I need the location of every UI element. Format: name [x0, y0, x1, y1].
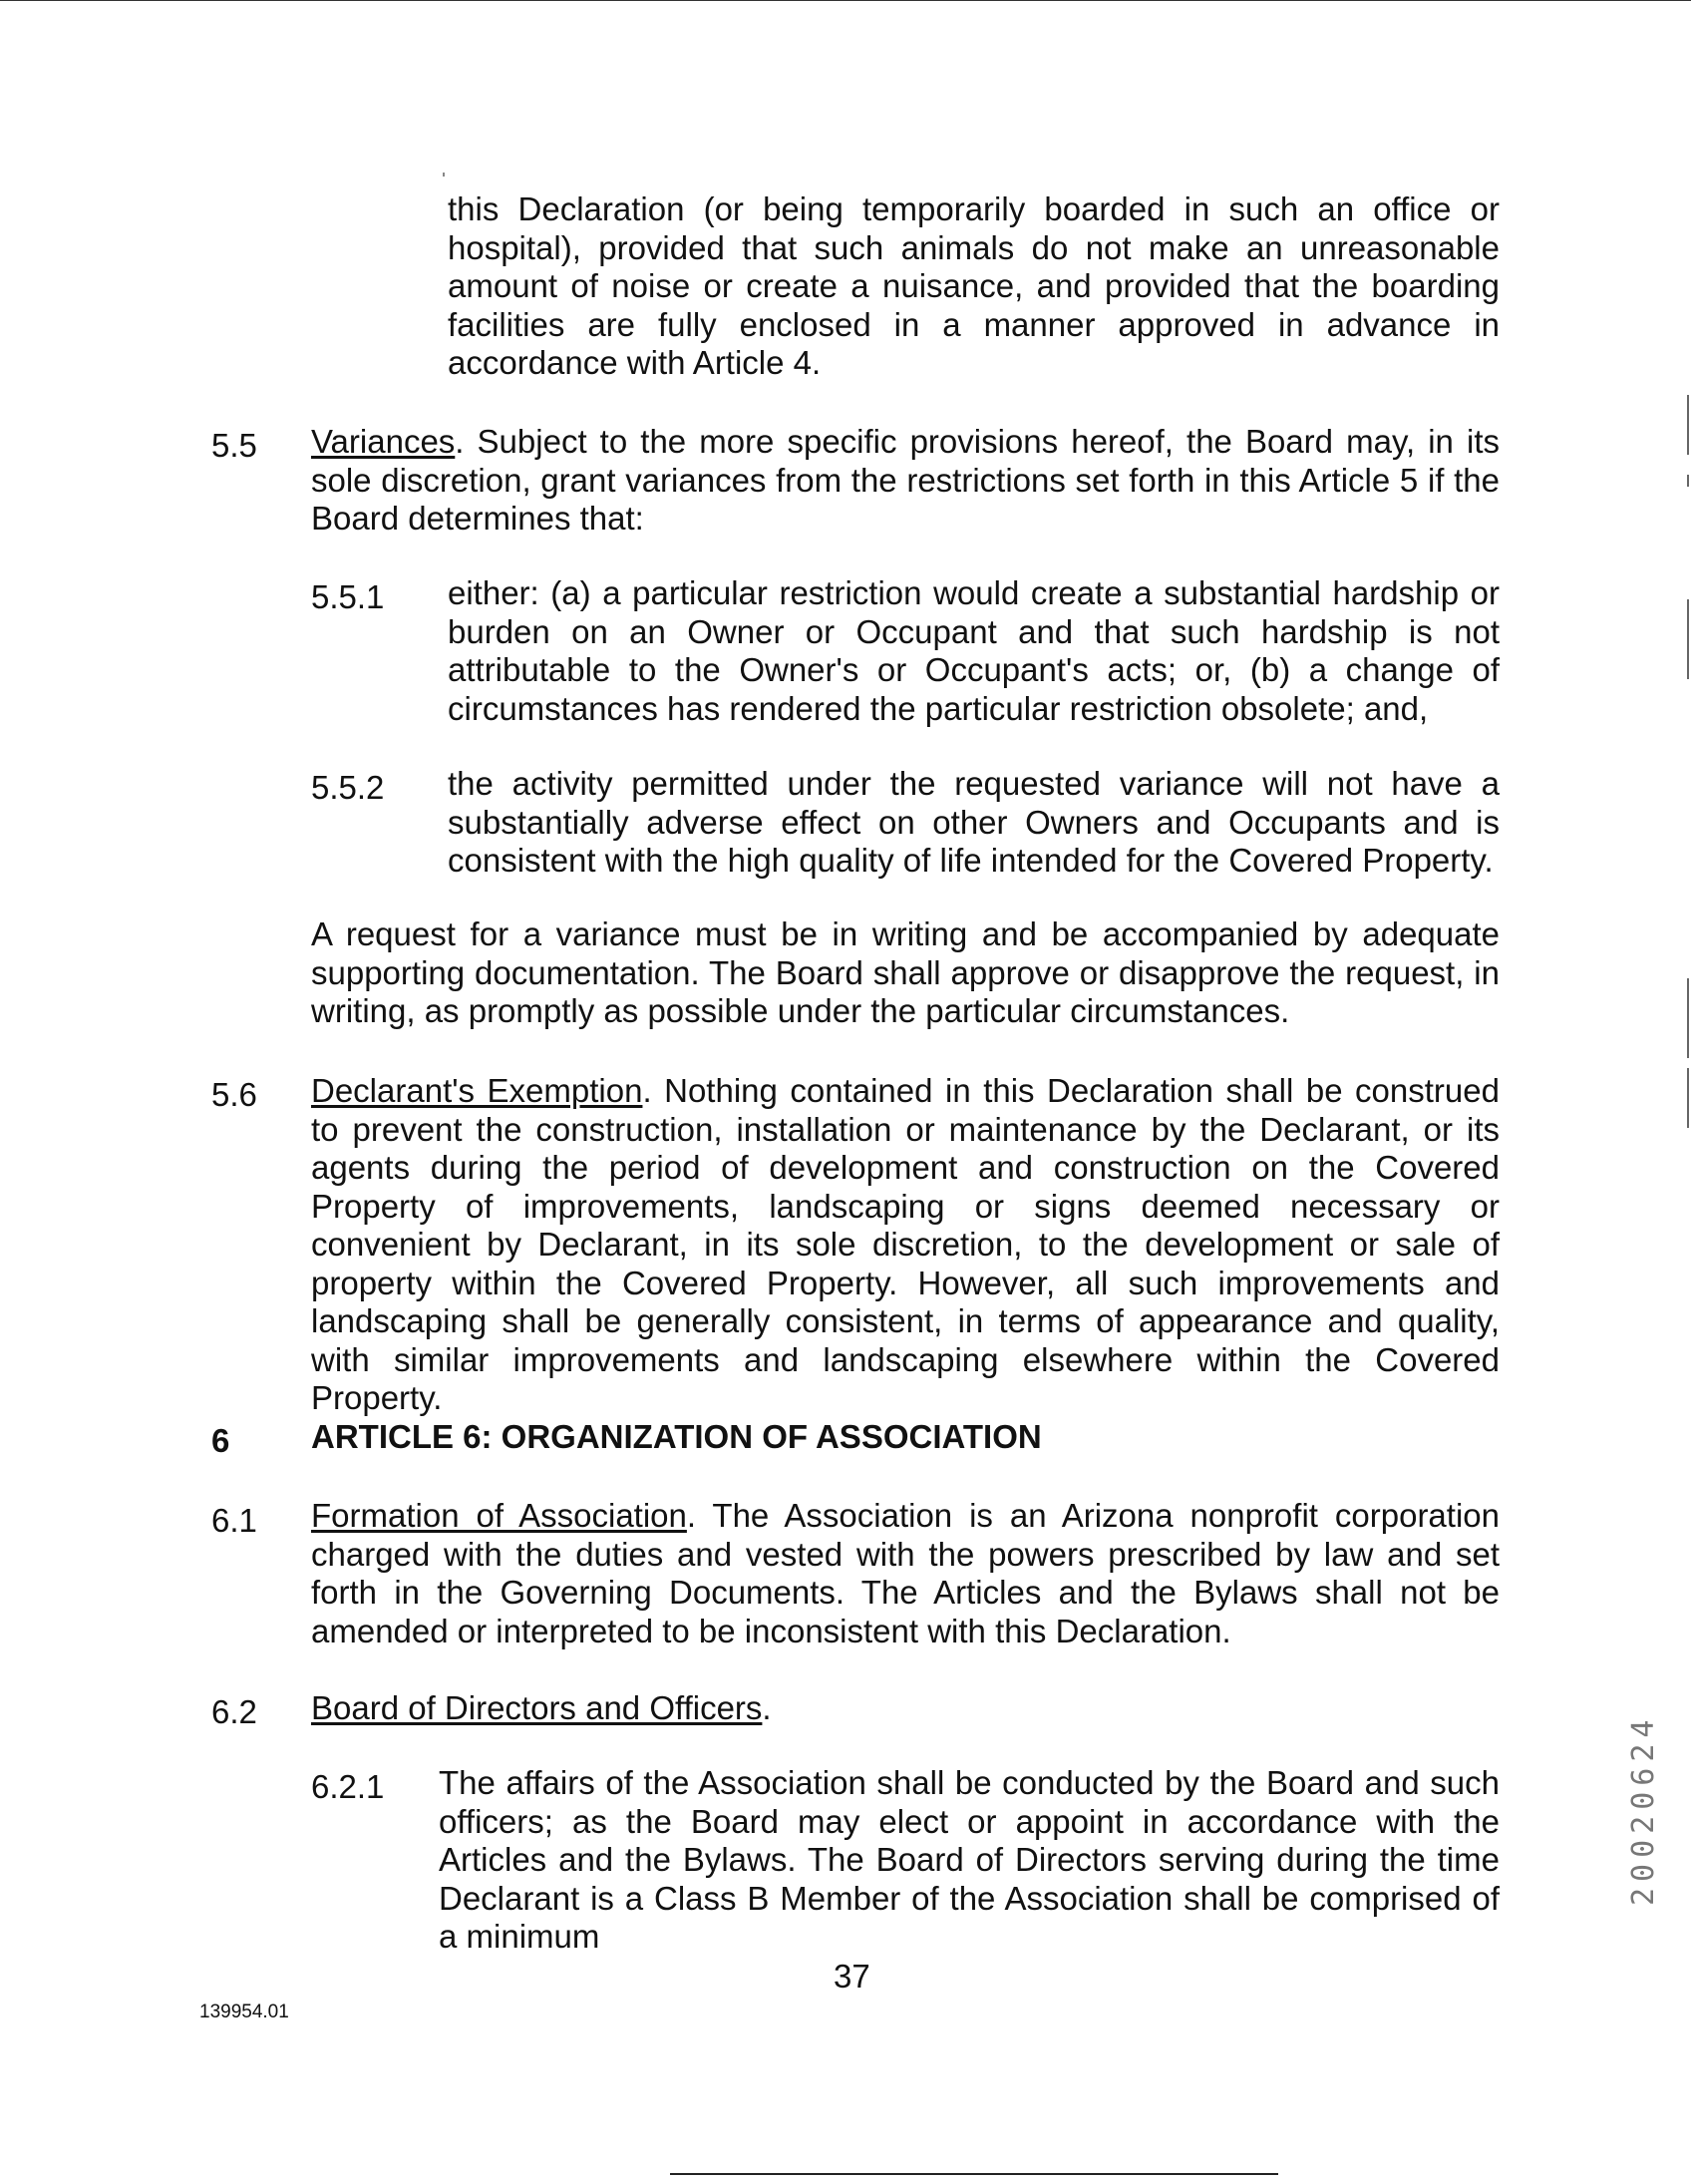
recording-number-stamp	[1625, 1567, 1665, 1906]
section-title: Formation of Association	[311, 1497, 687, 1534]
subsection-number: 5.5.2	[311, 769, 385, 806]
section-text: .	[762, 1689, 772, 1726]
subsection-number: 6.2.1	[311, 1768, 385, 1805]
intro-paragraph: this Declaration (or being temporarily boarded in such an office or hospital), provided that such animals do not make an unreasonable amount of noise or create a nuisance, and provided that the boarding facilities are fully enclosed in a manner approved in advance in accordance with Article 4.	[448, 190, 1500, 381]
subsection-5-5-2: the activity permitted under the requested variance will not have a substantially adverse effect on other Owners and Occupants and is consistent with the high quality of life intended for the Covered Property.	[448, 765, 1500, 879]
section-title: Variances	[311, 423, 456, 460]
section-number: 5.6	[211, 1076, 257, 1113]
scan-edge-mark	[1687, 978, 1689, 1058]
subsection-5-5-1: either: (a) a particular restriction would create a substantial hardship or burden on an Owner or Occupant and that such hardship is not attributable to the Owner's or Occupant's acts; or, (b) a change of circumstances has rendered the particular restriction obsolete; and,	[448, 574, 1500, 727]
section-text: . Subject to the more specific provisions hereof, the Board may, in its sole discretion, grant variances from the restrictions set forth in this Article 5 if the Board determines that:	[311, 423, 1500, 537]
article-heading: ARTICLE 6: ORGANIZATION OF ASSOCIATION	[311, 1418, 1042, 1455]
subsection-6-2-1: The affairs of the Association shall be conducted by the Board and such officers; as the Board may elect or appoint in accordance with the Articles and the Bylaws. The Board of Directors serving during the time Declarant is a Class B Member of the Association shall be comprised of a minimum	[439, 1764, 1500, 1955]
section-text: . Nothing contained in this Declaration shall be construed to prevent the construction, installation or maintenance by the Declarant, or its agents during the period of development and construction on the Covered Property of improvements, landscaping or signs deemed necessary or convenient by Declarant, in its sole discretion, to the development or sale of property within the Covered Property. However, all such improvements and landscaping shall be generally consistent, in terms of appearance and quality, with similar improvements and landscaping elsewhere within the Covered Property.	[311, 1072, 1500, 1416]
section-5-5	[311, 423, 1500, 539]
section-6-2	[311, 1689, 1500, 1728]
article-number: 6	[211, 1422, 230, 1459]
section-number: 5.5	[211, 427, 257, 464]
section-text: . The Association is an Arizona nonprofit corporation charged with the duties and vested with the powers prescribed by law and set forth in the Governing Documents. The Articles and the Bylaws shall not be amended or interpreted to be inconsistent with this Declaration.	[311, 1497, 1500, 1649]
section-title: Declarant's Exemption	[311, 1072, 643, 1109]
scan-edge-mark	[1687, 475, 1689, 487]
section-title: Board of Directors and Officers	[311, 1689, 763, 1726]
scan-edge-line	[670, 2173, 1278, 2175]
scan-edge-mark	[1687, 1068, 1689, 1128]
scan-mark	[443, 173, 445, 177]
scan-edge-mark	[1687, 395, 1689, 455]
section-number: 6.1	[211, 1502, 257, 1539]
section-6-1	[311, 1497, 1500, 1650]
scan-edge-mark	[1687, 599, 1689, 679]
subsection-number: 5.5.1	[311, 578, 385, 615]
section-number: 6.2	[211, 1693, 257, 1730]
section-5-6	[311, 1072, 1500, 1418]
svg-text:20020624: 20020624	[1626, 1713, 1661, 1906]
page-number: 37	[834, 1958, 870, 1995]
variance-request-paragraph: A request for a variance must be in writing and be accompanied by adequate supporting documentation. The Board shall approve or disapprove the request, in writing, as promptly as possible under the particular circumstances.	[311, 915, 1500, 1029]
document-id: 139954.01	[199, 2002, 289, 2022]
